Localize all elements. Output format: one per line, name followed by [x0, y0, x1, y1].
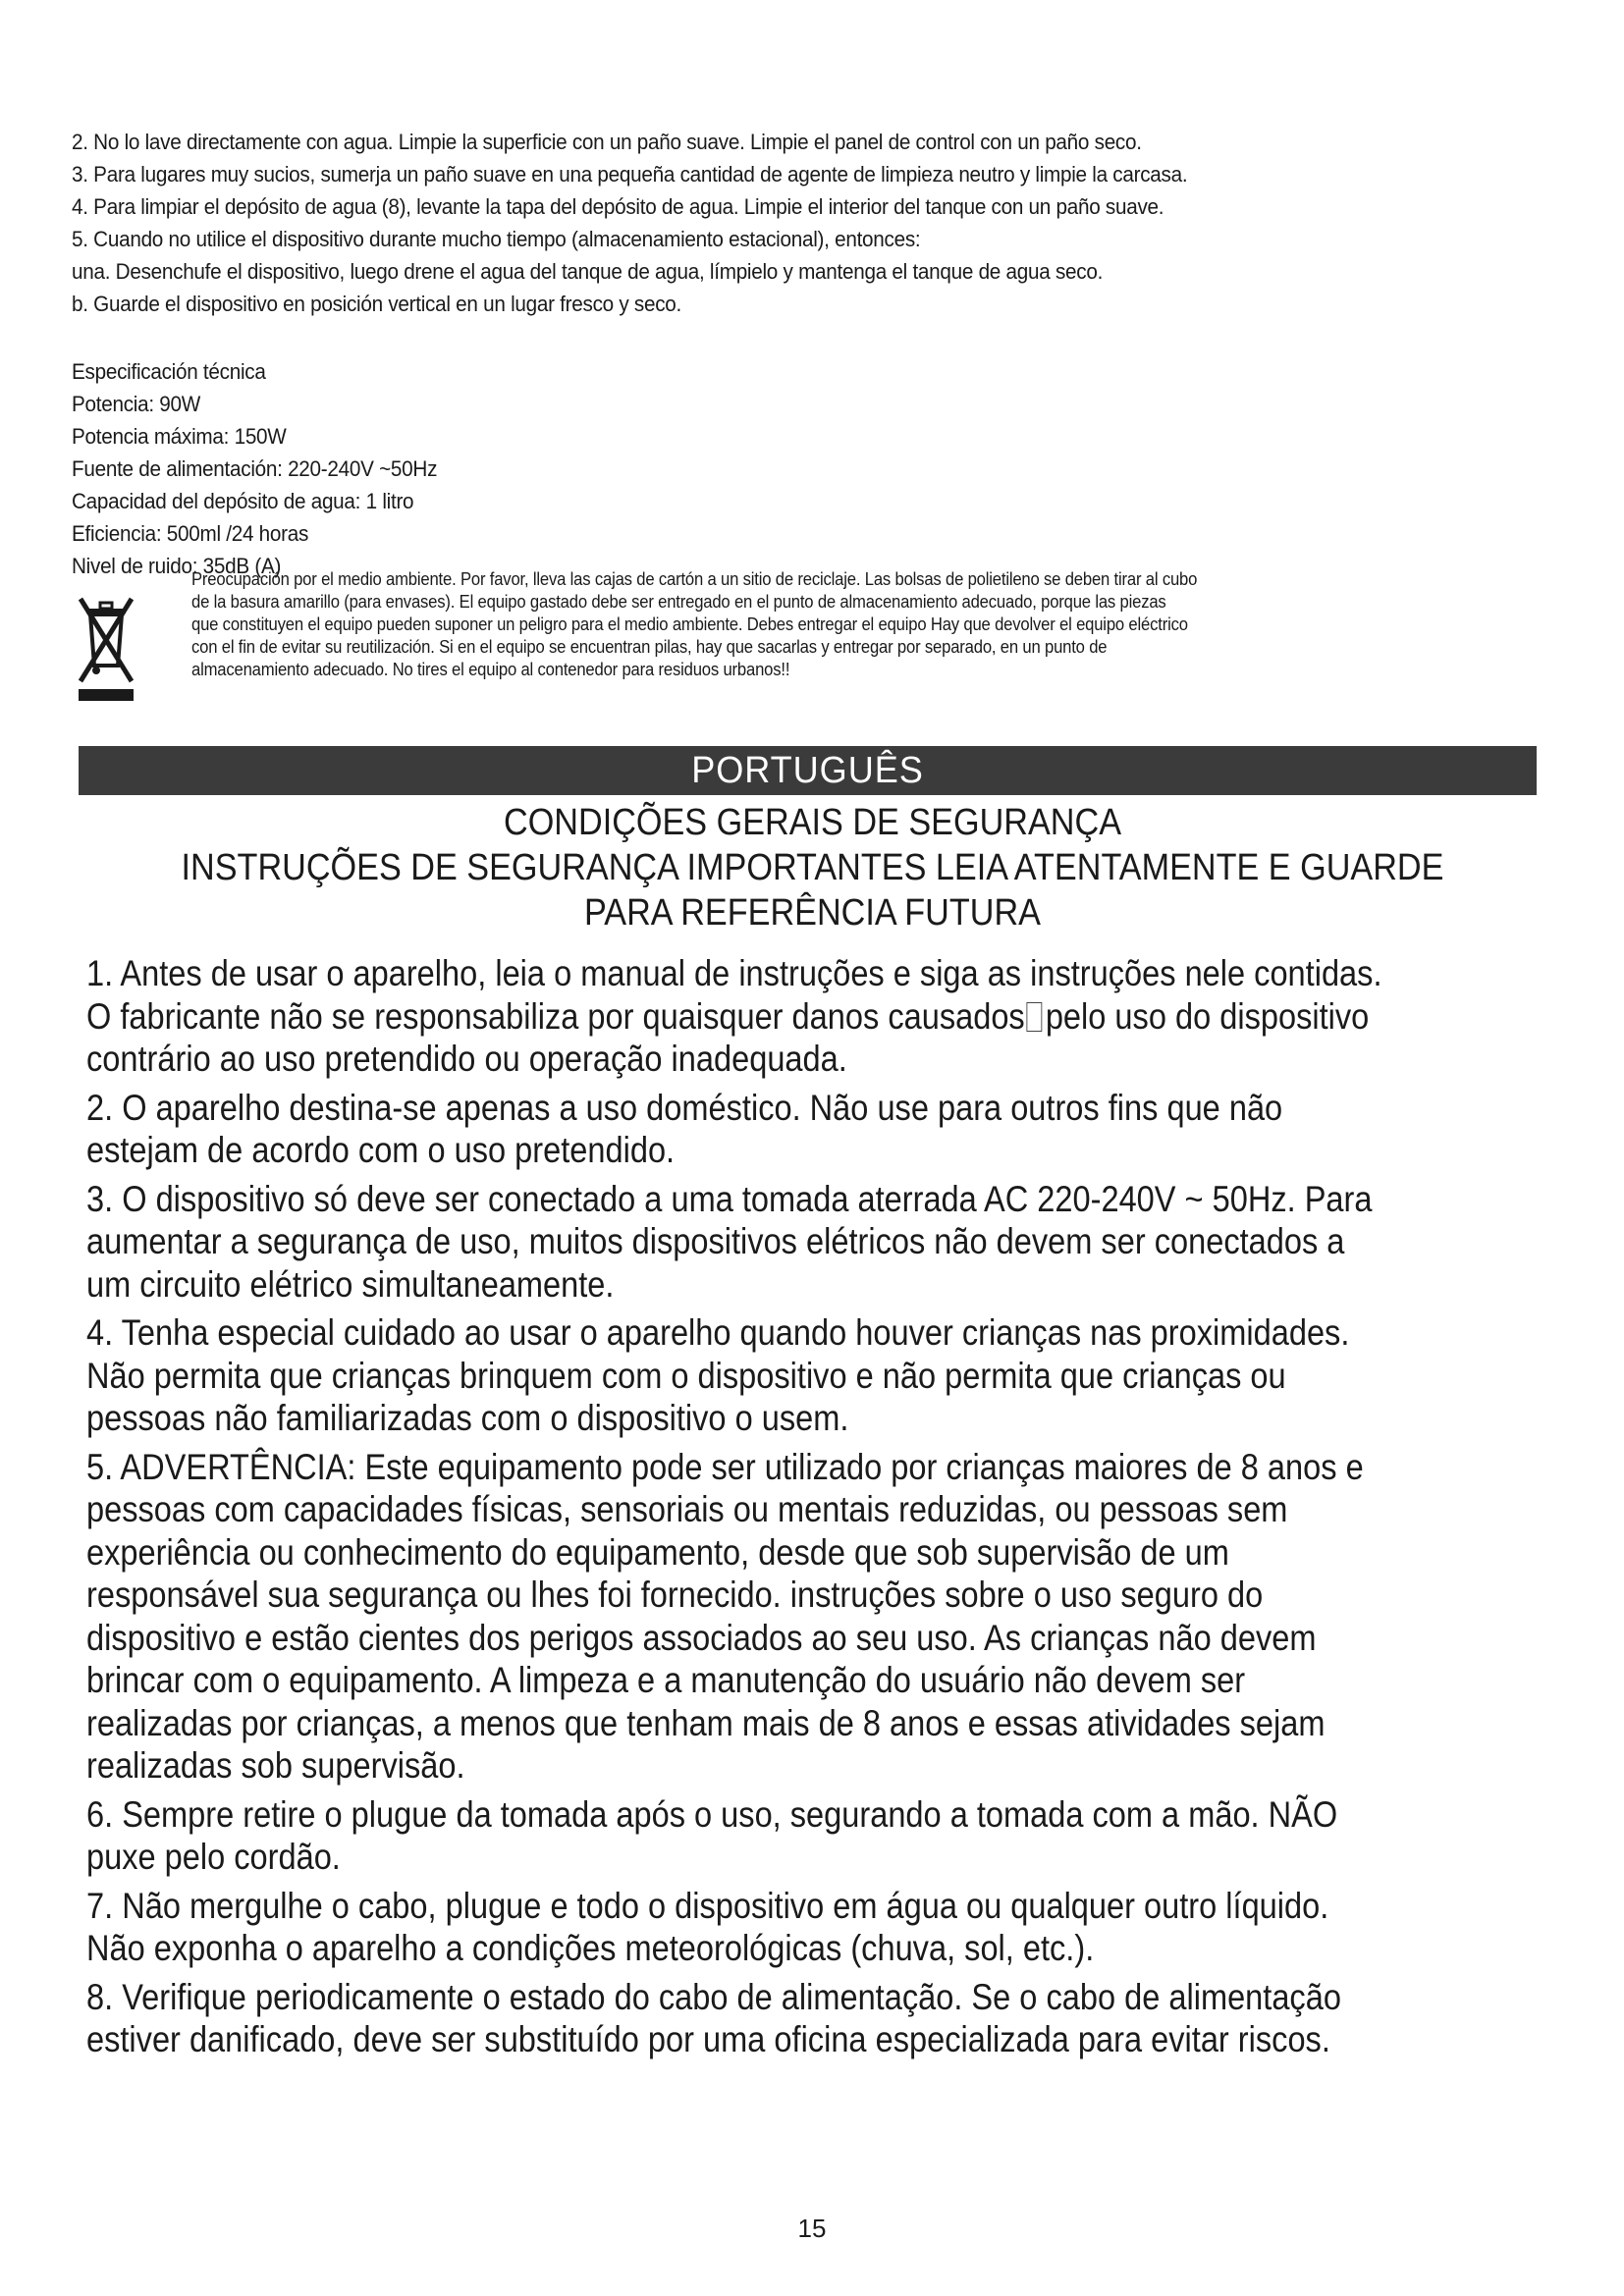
safety-line: pessoas com capacidades físicas, sensoriais ou mentais reduzidas, ou pessoas sem	[86, 1489, 1288, 1529]
safety-line: brincar com o equipamento. A limpeza e a manutenção do usuário não devem ser	[86, 1660, 1246, 1700]
safety-line: puxe pelo cordão.	[86, 1837, 341, 1877]
recycling-notice	[191, 567, 1546, 680]
safety-line: 2. O aparelho destina-se apenas a uso doméstico. Não use para outros fins que não	[86, 1087, 1283, 1128]
safety-line: experiência ou conhecimento do equipamento, desde que sob supervisão de um	[86, 1531, 1229, 1573]
cleaning-step: 5. Cuando no utilice el dispositivo durante mucho tiempo (almacenamiento estacional), entonces:	[72, 227, 921, 251]
recycling-line: de la basura amarillo (para envases). El equipo gastado debe ser entregado en el punto de almacenamiento adecuado, porque las piezas	[191, 591, 1166, 612]
spec-item: Fuente de alimentación: 220-240V ~50Hz	[72, 456, 438, 481]
spec-item: Eficiencia: 500ml /24 horas	[72, 521, 309, 546]
spec-item: Potencia máxima: 150W	[72, 424, 287, 449]
safety-line: realizadas sob supervisão.	[86, 1745, 465, 1786]
spec-item: Capacidad del depósito de agua: 1 litro	[72, 489, 414, 513]
safety-line-with-glyph	[86, 995, 1382, 1039]
safety-line: Não permita que crianças brinquem com o dispositivo e não permita que crianças ou	[86, 1355, 1286, 1396]
safety-line: responsável sua segurança ou lhes foi fornecido. instruções sobre o uso seguro do	[86, 1575, 1264, 1615]
safety-item	[86, 1793, 1559, 1879]
cleaning-step: 3. Para lugares muy sucios, sumerja un paño suave en una pequeña cantidad de agente de limpieza neutro y limpie la carcasa.	[72, 162, 1188, 187]
recycling-line: con el fin de evitar su reutilización. Si en el equipo se encuentran pilas, hay que sacarlas y entregar por separado, en un punto de	[191, 636, 1108, 657]
safety-line: pelo uso do dispositivo	[1045, 995, 1370, 1037]
safety-line: Não exponha o aparelho a condições meteorológicas (chuva, sol, etc.).	[86, 1928, 1095, 1968]
safety-item	[86, 1446, 1559, 1788]
safety-line: 3. O dispositivo só deve ser conectado a uma tomada aterrada AC 220-240V ~ 50Hz. Para	[86, 1178, 1373, 1219]
spec-item: Nivel de ruido: 35dB (A)	[72, 554, 282, 578]
safety-line: 8. Verifique periodicamente o estado do cabo de alimentação. Se o cabo de alimentação	[86, 1976, 1341, 2017]
language-banner	[79, 746, 1537, 795]
safety-line: pessoas não familiarizadas com o dispositivo o usem.	[86, 1398, 849, 1438]
spec-item: Potencia: 90W	[72, 392, 201, 416]
safety-line: 6. Sempre retire o plugue da tomada após o uso, segurando a tomada com a mão. NÃO	[86, 1793, 1338, 1835]
technical-specifications	[72, 355, 661, 582]
safety-line: estiver danificado, deve ser substituído por uma oficina especializada para evitar riscos.	[86, 2019, 1330, 2059]
safety-line: 5. ADVERTÊNCIA: Este equipamento pode ser utilizado por crianças maiores de 8 anos e	[86, 1446, 1364, 1487]
safety-line: 1. Antes de usar o aparelho, leia o manual de instruções e siga as instruções nele contidas.	[86, 953, 1382, 993]
safety-line: 7. Não mergulhe o cabo, plugue e todo o dispositivo em água ou qualquer outro líquido.	[86, 1885, 1329, 1926]
weee-crossed-bin-icon	[77, 585, 135, 703]
important-instructions-heading: INSTRUÇÕES DE SEGURANÇA IMPORTANTES LEIA ATENTAMENTE E GUARDE PARA REFERÊNCIA FUTURA	[181, 847, 1444, 934]
safety-line: um circuito elétrico simultaneamente.	[86, 1263, 615, 1305]
portuguese-safety-list	[86, 952, 1559, 2067]
safety-line: O fabricante não se responsabiliza por quaisquer danos causados	[86, 995, 1025, 1037]
banner-label: PORTUGUÊS	[691, 749, 924, 791]
spanish-cleaning-instructions	[72, 126, 1525, 320]
safety-line: estejam de acordo com o uso pretendido.	[86, 1130, 676, 1170]
safety-item	[86, 1885, 1559, 1970]
specs-title: Especificación técnica	[72, 359, 266, 384]
safety-item	[86, 1178, 1559, 1307]
safety-line: dispositivo e estão cientes dos perigos associados ao seu uso. As crianças não devem	[86, 1617, 1317, 1658]
page-number: 15	[797, 2214, 827, 2243]
safety-line: contrário ao uso pretendido ou operação inadequada.	[86, 1039, 847, 1079]
cleaning-step: una. Desenchufe el dispositivo, luego drene el agua del tanque de agua, límpielo y mantenga el tanque de agua seco.	[72, 259, 1104, 284]
safety-line: 4. Tenha especial cuidado ao usar o aparelho quando houver crianças nas proximidades.	[86, 1312, 1350, 1353]
safety-item	[86, 1976, 1559, 2061]
cleaning-step: 4. Para limpiar el depósito de agua (8), levante la tapa del depósito de agua. Limpie el interior del tanque con un paño suave.	[72, 194, 1164, 219]
cleaning-step: b. Guarde el dispositivo en posición vertical en un lugar fresco y seco.	[72, 292, 682, 316]
recycling-line: Preocupación por el medio ambiente. Por favor, lleva las cajas de cartón a un sitio de reciclaje. Las bolsas de polietileno se deben tirar al cubo	[191, 568, 1198, 589]
safety-item	[86, 1311, 1559, 1440]
safety-item	[86, 952, 1559, 1081]
recycling-line: que constituyen el equipo pueden suponer un peligro para el medio ambiente. Debes entregar el equipo Hay que devolver el equipo eléctrico	[191, 614, 1188, 634]
safety-line: realizadas por crianças, a menos que tenham mais de 8 anos e essas atividades sejam	[86, 1702, 1326, 1743]
safety-item	[86, 1087, 1559, 1172]
safety-line: aumentar a segurança de uso, muitos dispositivos elétricos não devem ser conectados a	[86, 1221, 1345, 1261]
cleaning-step: 2. No lo lave directamente con agua. Limpie la superficie con un paño suave. Limpie el panel de control con un paño seco.	[72, 130, 1142, 154]
recycling-line: almacenamiento adecuado. No tires el equipo al contenedor para residuos urbanos!!	[191, 659, 790, 679]
missing-glyph-icon	[1026, 1002, 1042, 1032]
safety-headings	[59, 800, 1566, 935]
general-safety-heading: CONDIÇÕES GERAIS DE SEGURANÇA	[503, 802, 1122, 843]
